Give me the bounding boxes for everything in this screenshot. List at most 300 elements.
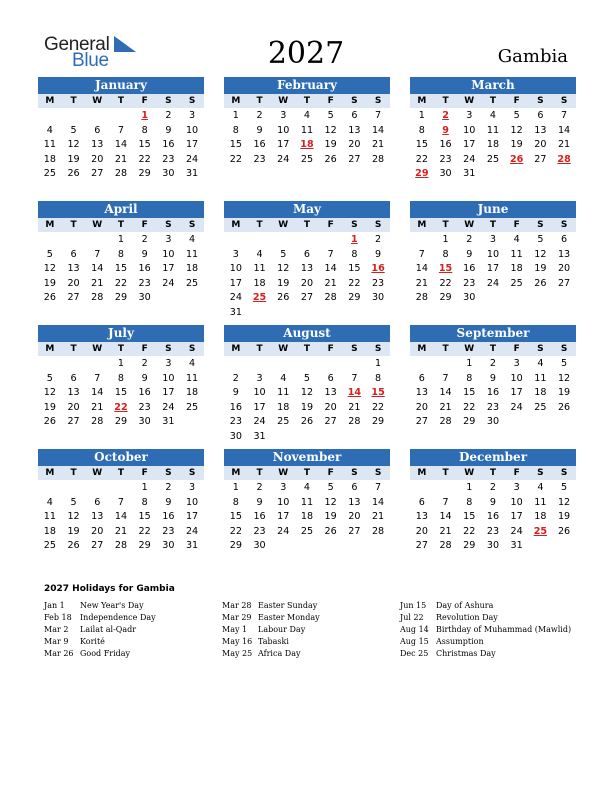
holiday-name: Korité: [80, 637, 105, 646]
day: 16: [439, 139, 452, 150]
empty-day: [319, 356, 343, 371]
day: 12: [43, 263, 56, 274]
holiday-name: Easter Monday: [258, 613, 320, 622]
day: 12: [43, 387, 56, 398]
empty-day: [410, 232, 434, 247]
day: 18: [253, 277, 266, 289]
day: 18: [185, 387, 199, 398]
weekday-label: T: [303, 96, 311, 106]
weekday-header-row: [38, 218, 204, 232]
day: 11: [43, 139, 56, 150]
holiday-day: 18: [300, 139, 314, 150]
day: 26: [324, 525, 337, 537]
day: 19: [67, 153, 80, 165]
weekday-label: S: [537, 344, 544, 354]
day: 11: [43, 511, 56, 522]
day: 4: [537, 482, 544, 493]
day: 12: [324, 124, 337, 136]
day: 31: [185, 168, 199, 179]
day: 24: [162, 401, 175, 413]
day: 30: [138, 292, 151, 303]
day: 19: [557, 387, 571, 398]
day: 12: [67, 139, 80, 150]
weekday-label: F: [141, 96, 148, 106]
day: 21: [114, 153, 128, 165]
empty-day: [410, 480, 434, 495]
weekday-label: W: [92, 344, 103, 354]
day: 25: [277, 416, 290, 427]
weekday-header-row: [410, 342, 576, 356]
day: 19: [557, 511, 571, 522]
day: 7: [94, 248, 101, 260]
weekday-label: W: [278, 96, 289, 106]
day: 21: [91, 277, 104, 289]
day: 6: [94, 496, 101, 508]
day: 7: [375, 482, 382, 493]
day: 11: [300, 496, 314, 508]
day: 16: [162, 139, 175, 150]
day: 26: [324, 153, 337, 165]
weekday-label: S: [560, 96, 568, 106]
day: 1: [418, 110, 425, 121]
day: 21: [114, 525, 128, 537]
day: 1: [442, 234, 449, 245]
holiday-row: [222, 612, 320, 624]
day: 21: [439, 401, 452, 413]
day: 10: [162, 248, 175, 260]
weekday-label: F: [513, 220, 520, 230]
weekday-label: T: [117, 96, 125, 106]
day: 4: [189, 234, 196, 245]
holiday-name: Day of Ashura: [436, 601, 494, 610]
empty-day: [62, 480, 86, 495]
day: 14: [91, 387, 104, 398]
day: 13: [91, 511, 104, 522]
weekday-label: T: [442, 468, 449, 478]
day: 16: [486, 387, 500, 398]
weekday-label: T: [117, 220, 125, 230]
day: 1: [232, 482, 239, 493]
day: 28: [371, 525, 385, 537]
day: 19: [67, 525, 80, 537]
day: 22: [463, 525, 476, 537]
day: 13: [67, 387, 80, 398]
day: 10: [510, 372, 523, 384]
empty-day: [248, 356, 272, 371]
day: 25: [43, 540, 56, 551]
day: 3: [232, 248, 239, 260]
day: 17: [162, 263, 175, 274]
weekday-header-row: [38, 342, 204, 356]
day: 6: [537, 110, 544, 121]
days-grid: [410, 356, 576, 429]
day: 6: [303, 248, 311, 260]
weekday-label: S: [560, 220, 568, 230]
weekday-label: M: [417, 96, 427, 106]
weekday-label: S: [165, 220, 172, 230]
weekday-label: M: [417, 220, 427, 230]
day: 3: [165, 358, 172, 369]
weekday-label: W: [464, 96, 475, 106]
holiday-day: 29: [415, 168, 429, 179]
holiday-day: 16: [371, 263, 385, 274]
day: 13: [348, 124, 361, 136]
weekday-label: W: [278, 468, 289, 478]
holiday-day: 1: [351, 234, 358, 245]
day: 23: [162, 153, 175, 165]
day: 30: [253, 540, 266, 551]
day: 11: [300, 124, 314, 136]
day: 24: [185, 153, 199, 165]
day: 1: [117, 358, 125, 369]
empty-day: [224, 232, 248, 247]
day: 15: [138, 139, 151, 150]
day: 27: [348, 525, 361, 537]
day: 26: [277, 292, 290, 303]
day: 5: [561, 482, 568, 493]
day: 10: [185, 124, 199, 136]
weekday-label: T: [70, 468, 77, 478]
day: 22: [463, 401, 476, 413]
weekday-label: F: [141, 344, 148, 354]
weekday-label: S: [560, 468, 568, 478]
holiday-row: [222, 624, 320, 636]
weekday-label: T: [256, 96, 263, 106]
day: 8: [351, 248, 358, 260]
empty-day: [434, 356, 458, 371]
weekday-label: W: [92, 220, 103, 230]
days-grid: [410, 480, 576, 553]
weekday-header-row: [224, 218, 390, 232]
day: 3: [513, 358, 520, 369]
day: 7: [561, 110, 568, 121]
days-grid: [38, 108, 204, 181]
weekday-label: W: [464, 344, 475, 354]
weekday-header-row: [410, 466, 576, 480]
empty-day: [38, 108, 62, 123]
day: 9: [165, 124, 172, 136]
day: 17: [162, 387, 175, 398]
day: 4: [303, 482, 311, 493]
logo-text-blue: Blue: [72, 50, 109, 71]
day: 21: [371, 511, 385, 522]
holiday-name: Africa Day: [258, 649, 301, 658]
day: 2: [489, 358, 497, 369]
day: 17: [510, 511, 523, 522]
holiday-date: May 1: [222, 625, 248, 634]
day: 22: [348, 277, 361, 289]
day: 8: [117, 248, 125, 260]
day: 14: [114, 511, 128, 522]
month-august: [224, 325, 390, 443]
day: 6: [351, 482, 358, 493]
day: 21: [348, 401, 361, 413]
month-header: August: [224, 325, 390, 342]
empty-day: [85, 480, 109, 495]
day: 26: [557, 401, 571, 413]
day: 1: [466, 482, 473, 493]
day: 16: [229, 401, 242, 413]
day: 25: [43, 168, 56, 179]
month-header: April: [38, 201, 204, 218]
day: 20: [67, 277, 80, 289]
month-march: [410, 77, 576, 181]
holiday-row: [400, 624, 571, 636]
weekday-label: S: [537, 468, 544, 478]
day: 15: [114, 263, 128, 274]
day: 7: [117, 496, 125, 508]
holiday-row: [400, 600, 571, 612]
day: 18: [43, 153, 56, 165]
day: 4: [537, 358, 544, 369]
weekday-label: T: [70, 344, 77, 354]
weekday-label: T: [256, 468, 263, 478]
day: 5: [537, 234, 544, 245]
day: 1: [232, 110, 239, 121]
day: 20: [348, 139, 361, 150]
weekday-label: S: [165, 468, 172, 478]
day: 12: [510, 124, 523, 136]
day: 6: [561, 234, 568, 245]
day: 22: [415, 153, 428, 165]
day: 9: [256, 124, 263, 136]
holiday-date: May 25: [222, 649, 253, 658]
day: 18: [510, 263, 523, 274]
empty-day: [224, 356, 248, 371]
day: 27: [415, 540, 428, 551]
holiday-column: [222, 600, 320, 660]
days-grid: [224, 356, 390, 443]
weekday-label: M: [231, 220, 241, 230]
day: 10: [185, 496, 199, 508]
weekday-label: T: [489, 220, 497, 230]
day: 3: [513, 482, 520, 493]
day: 26: [557, 525, 571, 537]
month-header: November: [224, 449, 390, 466]
day: 28: [324, 292, 337, 303]
day: 3: [280, 482, 287, 493]
day: 23: [138, 401, 151, 413]
day: 29: [463, 540, 476, 551]
holiday-day: 25: [533, 525, 548, 537]
day: 22: [229, 525, 242, 537]
day: 31: [162, 416, 175, 427]
day: 18: [534, 387, 547, 398]
day: 23: [439, 153, 452, 165]
empty-day: [38, 232, 62, 247]
day: 29: [138, 168, 151, 179]
day: 8: [141, 124, 148, 136]
day: 6: [70, 372, 77, 384]
day: 19: [534, 263, 547, 274]
day: 25: [486, 153, 500, 165]
day: 13: [67, 263, 80, 274]
holiday-day: 28: [557, 153, 571, 165]
day: 11: [185, 372, 199, 384]
day: 1: [117, 234, 125, 245]
weekday-label: T: [303, 468, 311, 478]
month-header: October: [38, 449, 204, 466]
day: 24: [510, 525, 523, 537]
day: 27: [557, 277, 571, 289]
day: 15: [138, 511, 151, 522]
day: 29: [138, 540, 151, 551]
day: 4: [46, 496, 53, 508]
day: 10: [463, 124, 476, 136]
day: 8: [141, 496, 148, 508]
day: 29: [114, 292, 128, 303]
day: 21: [371, 139, 385, 150]
day: 11: [185, 248, 199, 260]
day: 7: [117, 124, 125, 136]
day: 31: [253, 430, 266, 442]
weekday-label: S: [351, 468, 358, 478]
day: 27: [67, 416, 80, 427]
holiday-row: [44, 612, 156, 624]
day: 2: [141, 234, 148, 245]
day: 28: [415, 292, 428, 303]
day: 8: [466, 372, 473, 384]
holiday-day: 9: [442, 124, 449, 136]
day: 4: [189, 358, 196, 369]
day: 17: [463, 139, 476, 150]
day: 14: [324, 263, 337, 274]
holiday-date: Mar 26: [44, 649, 74, 658]
holiday-date: Jun 15: [400, 601, 427, 610]
weekday-label: T: [117, 344, 125, 354]
day: 20: [557, 263, 571, 274]
day: 6: [418, 496, 425, 508]
holiday-date: Dec 25: [400, 649, 429, 658]
weekday-label: S: [374, 344, 382, 354]
day: 8: [418, 124, 425, 136]
day: 8: [117, 372, 125, 384]
weekday-label: T: [489, 468, 497, 478]
day: 21: [557, 139, 571, 150]
day: 9: [165, 496, 172, 508]
day: 19: [324, 139, 337, 150]
weekday-label: M: [231, 468, 241, 478]
day: 23: [253, 525, 266, 537]
day: 18: [185, 263, 199, 274]
day: 3: [189, 482, 196, 493]
country-name: Gambia: [497, 46, 568, 67]
day: 22: [229, 153, 242, 165]
weekday-label: T: [442, 220, 449, 230]
day: 1: [466, 358, 473, 369]
day: 8: [232, 496, 239, 508]
weekday-label: S: [351, 344, 358, 354]
empty-day: [62, 108, 86, 123]
days-grid: [224, 108, 390, 166]
day: 4: [303, 110, 311, 121]
day: 15: [229, 511, 242, 522]
day: 29: [463, 416, 476, 427]
day: 24: [162, 277, 175, 289]
weekday-header-row: [410, 218, 576, 232]
holiday-name: Christmas Day: [436, 649, 496, 658]
day: 2: [165, 110, 172, 121]
day: 5: [513, 110, 520, 121]
weekday-label: M: [45, 468, 55, 478]
weekday-label: F: [327, 344, 334, 354]
day: 31: [185, 540, 199, 551]
day: 27: [91, 540, 104, 551]
day: 23: [138, 277, 151, 289]
day: 7: [418, 248, 425, 260]
day: 20: [324, 401, 337, 413]
day: 18: [277, 401, 290, 413]
weekday-label: F: [141, 468, 148, 478]
day: 10: [486, 248, 500, 260]
day: 26: [534, 277, 547, 289]
day: 24: [463, 153, 476, 165]
weekday-label: T: [489, 96, 497, 106]
holiday-name: Good Friday: [80, 649, 131, 658]
day: 11: [534, 496, 547, 508]
day: 20: [534, 139, 547, 150]
day: 14: [557, 124, 571, 136]
day: 30: [439, 168, 452, 179]
day: 11: [534, 372, 547, 384]
day: 14: [371, 124, 385, 136]
day: 2: [489, 482, 497, 493]
holiday-day: 15: [371, 387, 385, 398]
day: 27: [300, 292, 314, 303]
weekday-label: T: [442, 344, 449, 354]
weekday-label: S: [188, 344, 196, 354]
day: 22: [138, 525, 151, 537]
holiday-day: 22: [114, 401, 128, 413]
month-header: July: [38, 325, 204, 342]
day: 28: [91, 292, 104, 303]
day: 23: [486, 525, 500, 537]
holiday-row: [44, 648, 156, 660]
weekday-header-row: [224, 466, 390, 480]
month-december: [410, 449, 576, 553]
day: 10: [510, 496, 523, 508]
day: 19: [510, 139, 523, 150]
holiday-day: 2: [442, 110, 449, 121]
holiday-row: [222, 600, 320, 612]
day: 8: [442, 248, 449, 260]
day: 1: [375, 358, 382, 369]
day: 18: [486, 139, 500, 150]
weekday-label: F: [513, 96, 520, 106]
day: 9: [489, 496, 497, 508]
empty-day: [38, 356, 62, 371]
day: 24: [486, 277, 500, 289]
day: 27: [415, 416, 428, 427]
day: 28: [114, 540, 128, 551]
weekday-label: F: [141, 220, 148, 230]
month-may: [224, 201, 390, 319]
day: 15: [415, 139, 428, 150]
empty-day: [319, 232, 343, 247]
days-grid: [38, 232, 204, 305]
weekday-label: F: [327, 96, 334, 106]
day: 30: [229, 430, 242, 442]
day: 27: [534, 153, 547, 165]
empty-day: [38, 480, 62, 495]
day: 13: [534, 124, 547, 136]
day: 22: [371, 401, 385, 413]
day: 21: [439, 525, 452, 537]
day: 5: [327, 482, 334, 493]
day: 3: [489, 234, 497, 245]
day: 24: [510, 401, 523, 413]
weekday-label: M: [231, 344, 241, 354]
